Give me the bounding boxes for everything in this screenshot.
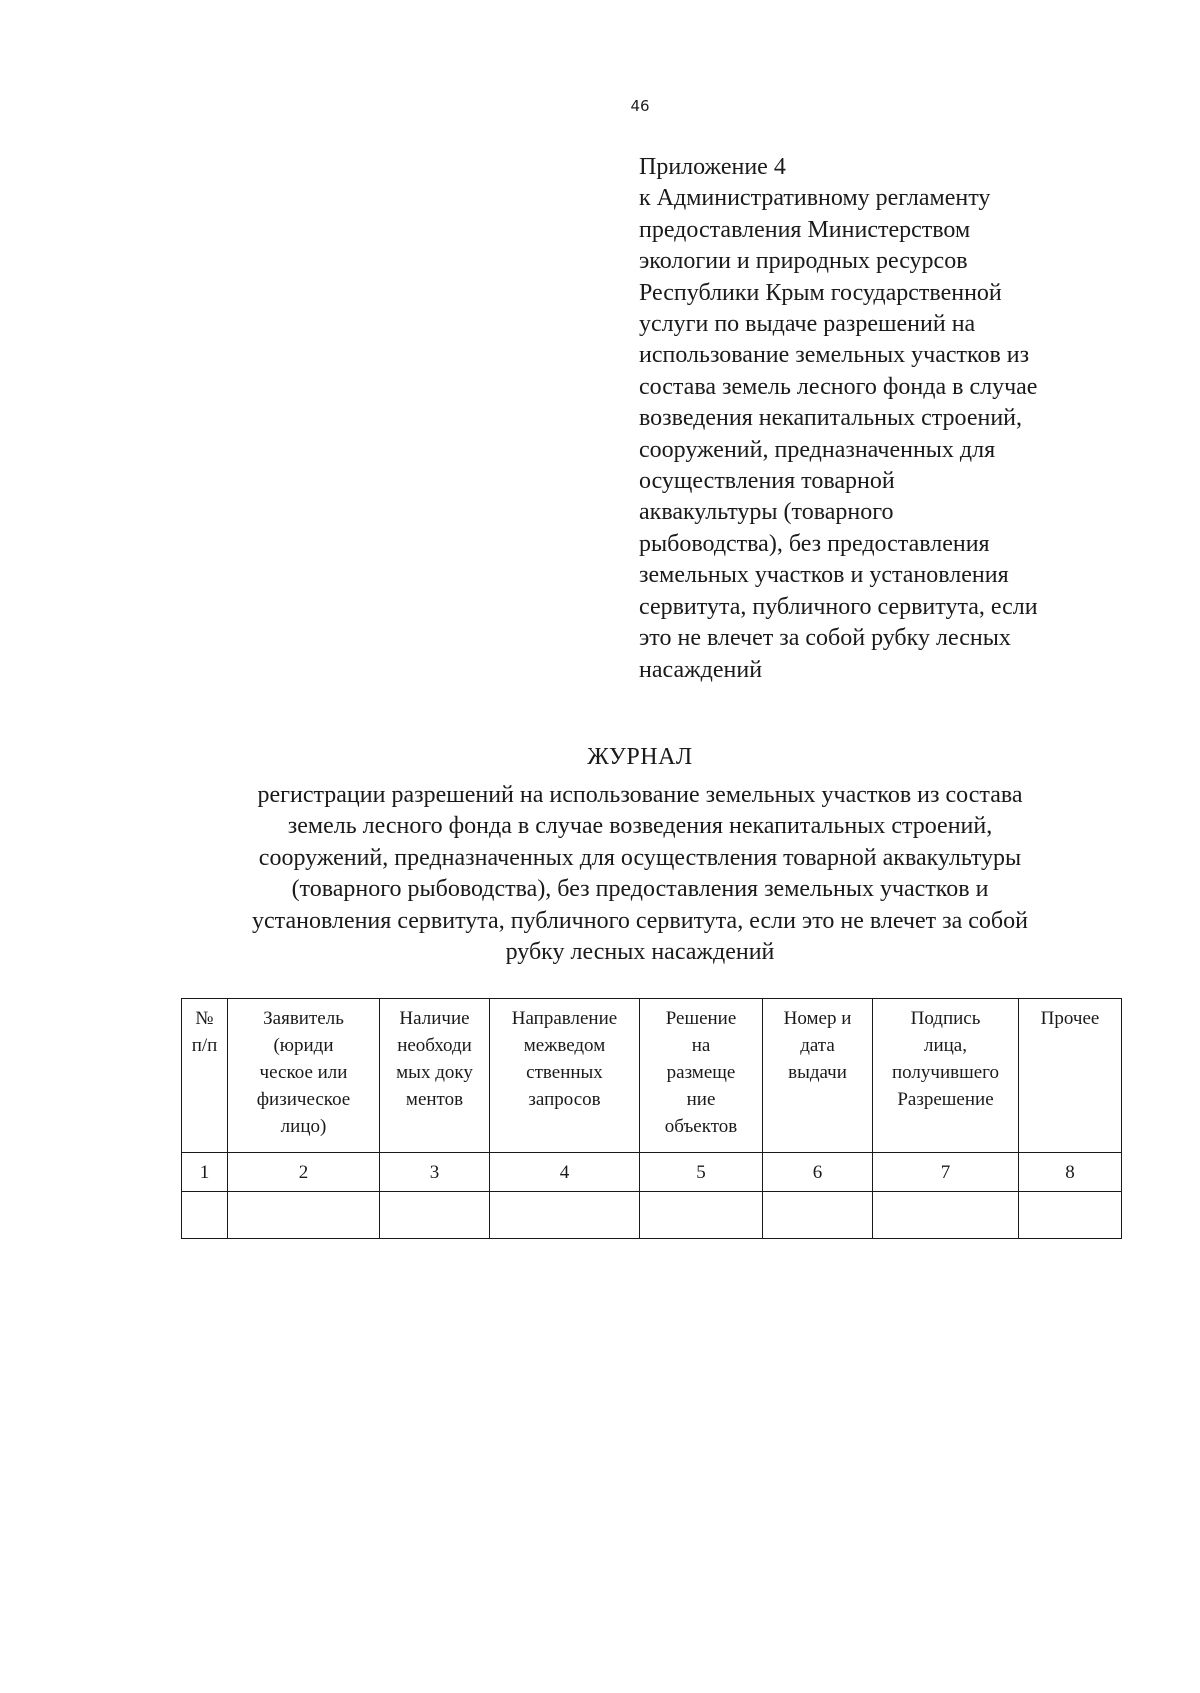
header-cell-line: ментов — [405, 1089, 464, 1110]
column-number-cell: 4 — [490, 1153, 640, 1192]
table-cell — [763, 1192, 873, 1239]
header-cell-line: Направление — [511, 1008, 618, 1029]
header-cell-line: № — [195, 1008, 214, 1029]
annex-line: услуги по выдаче разрешений на — [639, 311, 976, 338]
header-cell-line: мых доку — [396, 1062, 473, 1083]
table-cell — [228, 1192, 380, 1239]
column-number-cell: 3 — [380, 1153, 490, 1192]
header-cell-line: ственных — [526, 1062, 603, 1083]
annex-line: рыбоводства), без предоставления — [639, 530, 990, 557]
header-cell-line: Подпись — [910, 1008, 981, 1029]
table-cell — [1019, 1192, 1122, 1239]
annex-heading — [639, 152, 1109, 686]
column-number-cell: 2 — [228, 1153, 380, 1192]
journal-title: ЖУРНАЛ — [587, 744, 693, 770]
annex-line: это не влечет за собой рубку лесных — [639, 625, 1011, 652]
table-header-row — [182, 999, 1122, 1153]
header-cell-line: (юриди — [273, 1035, 334, 1056]
header-cell-line: Решение — [665, 1008, 737, 1029]
journal-subtitle-line: регистрации разрешений на использование земельных участков из состава — [257, 782, 1023, 808]
annex-line: земельных участков и установления — [639, 562, 1009, 589]
table-cell — [380, 1192, 490, 1239]
journal-subtitle-line: (товарного рыбоводства), без предоставления земельных участков и — [291, 876, 989, 903]
journal-subtitle-line: сооружений, предназначенных для осуществления товарной аквакультуры — [258, 844, 1022, 871]
annex-line: экологии и природных ресурсов — [639, 248, 968, 275]
table-column-number-row — [182, 1153, 1122, 1192]
header-cell-line: Заявитель — [263, 1008, 344, 1029]
header-cell-line: Номер и — [783, 1008, 852, 1029]
journal-subtitle-line: земель лесного фонда в случае возведения некапитальных строений, — [287, 813, 993, 840]
column-number-cell: 7 — [873, 1153, 1019, 1192]
header-cell-line: лицо) — [280, 1116, 327, 1137]
annex-line: аквакультуры (товарного — [639, 499, 894, 526]
column-number-cell: 5 — [640, 1153, 763, 1192]
table-cell — [490, 1192, 640, 1239]
column-number-cell: 8 — [1019, 1153, 1122, 1192]
journal-subtitle-line: рубку лесных насаждений — [505, 939, 775, 966]
header-cell-signature — [873, 999, 1019, 1153]
table-cell — [182, 1192, 228, 1239]
header-cell-line: необходи — [397, 1035, 472, 1056]
header-cell-issue-number-date — [763, 999, 873, 1153]
header-cell-line: выдачи — [788, 1062, 847, 1083]
header-cell-line: межведом — [523, 1035, 606, 1056]
annex-line: Приложение 4 — [639, 154, 786, 180]
column-number-cell: 1 — [182, 1153, 228, 1192]
header-cell-line: физическое — [256, 1089, 351, 1110]
annex-line: к Административному регламенту — [639, 185, 991, 212]
annex-line: сервитута, публичного сервитута, если — [639, 593, 1038, 620]
header-cell-line: объектов — [664, 1116, 738, 1137]
header-cell-applicant — [228, 999, 380, 1153]
registration-table — [181, 998, 1122, 1239]
annex-line: использование земельных участков из — [639, 342, 1030, 369]
annex-line: состава земель лесного фонда в случае — [639, 373, 1038, 400]
header-cell-other — [1019, 999, 1122, 1153]
table-row — [182, 1192, 1122, 1239]
header-cell-line: п/п — [191, 1035, 218, 1056]
header-cell-line: лица, — [923, 1035, 967, 1056]
annex-line: возведения некапитальных строений, — [639, 405, 1023, 432]
header-cell-line: ние — [686, 1089, 716, 1110]
table-cell — [640, 1192, 763, 1239]
header-cell-line: Наличие — [399, 1008, 470, 1029]
header-cell-line: ческое или — [259, 1062, 348, 1083]
annex-line: сооружений, предназначенных для — [639, 436, 996, 463]
header-cell-line: дата — [800, 1035, 835, 1056]
annex-line: Республики Крым государственной — [639, 279, 1002, 306]
header-cell-line: размеще — [666, 1062, 736, 1083]
journal-subtitle-line: установления сервитута, публичного сервитута, если это не влечет за собой — [252, 907, 1028, 934]
table-cell — [873, 1192, 1019, 1239]
header-cell-number — [182, 999, 228, 1153]
annex-line: насаждений — [639, 656, 763, 683]
header-cell-line: на — [691, 1035, 711, 1056]
column-number-cell: 6 — [763, 1153, 873, 1192]
annex-line: предоставления Министерством — [639, 216, 971, 243]
header-cell-line: Разрешение — [897, 1089, 994, 1110]
header-cell-line: запросов — [528, 1089, 601, 1110]
journal-subtitle — [160, 780, 1120, 968]
header-cell-line: получившего — [892, 1062, 999, 1083]
page-number: 46 — [630, 97, 650, 115]
header-cell-decision — [640, 999, 763, 1153]
header-cell-line: Прочее — [1040, 1008, 1100, 1029]
annex-line: осуществления товарной — [639, 468, 895, 495]
header-cell-interagency-requests — [490, 999, 640, 1153]
header-cell-documents — [380, 999, 490, 1153]
